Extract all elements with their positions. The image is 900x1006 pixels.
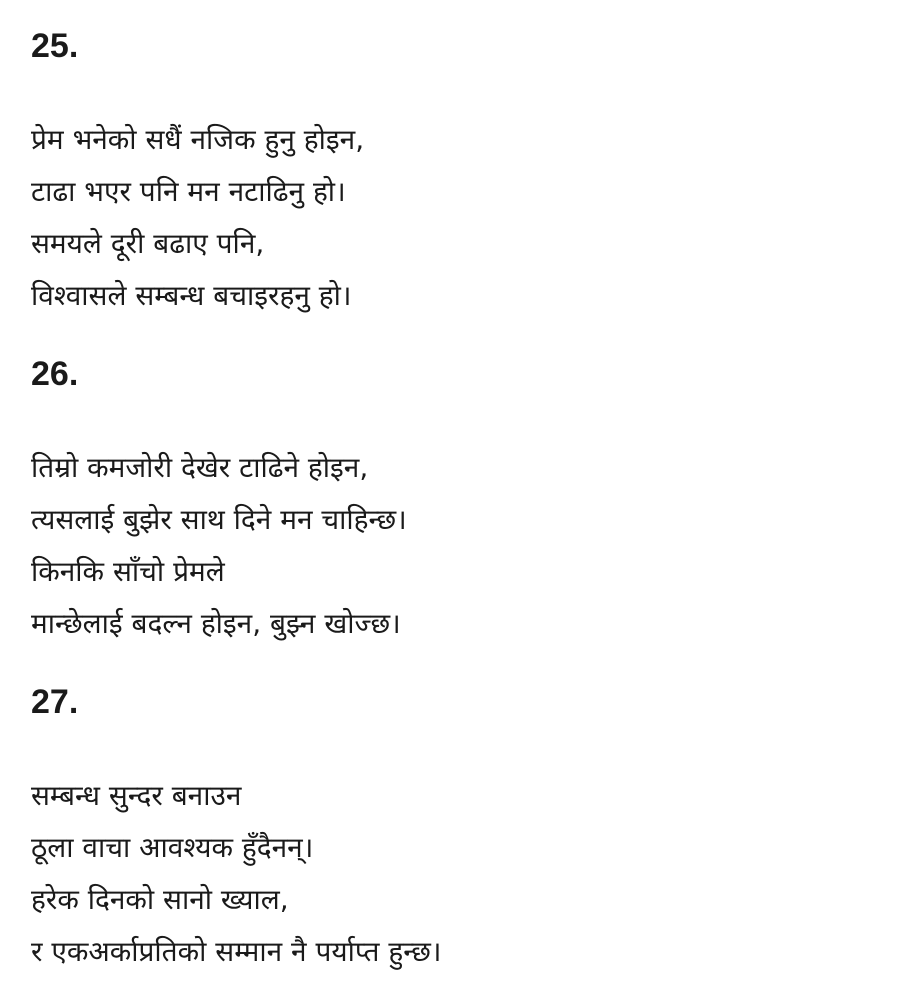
poem-line: सम्बन्ध सुन्दर बनाउन [31,779,242,812]
poem-line: विश्वासले सम्बन्ध बचाइरहनु हो। [31,279,352,312]
poem-27 [31,678,871,1006]
stanza [31,114,871,322]
poem-line: तिम्रो कमजोरी देखेर टाढिने होइन, [31,451,369,484]
poem-line: मान्छेलाई बदल्न होइन, बुझ्न खोज्छ। [31,607,401,640]
poem-number: 26. [31,355,79,393]
poem-number: 25. [31,27,79,65]
poem-line: किनकि साँचो प्रेमले [31,555,225,588]
poem-25 [31,22,871,350]
stanza [31,442,871,650]
poem-page [31,22,871,1006]
poem-26 [31,350,871,678]
stanza [31,770,871,978]
poem-line: त्यसलाई बुझेर साथ दिने मन चाहिन्छ। [31,503,407,536]
poem-line: हरेक दिनको सानो ख्याल, [31,883,289,916]
poem-number: 27. [31,683,79,721]
poem-line: समयले दूरी बढाए पनि, [31,227,265,260]
poem-line: ठूला वाचा आवश्यक हुँदैनन्। [31,831,314,864]
poem-line: प्रेम भनेको सधैं नजिक हुनु होइन, [31,123,365,156]
poem-line: र एकअर्काप्रतिको सम्मान नै पर्याप्त हुन्छ। [31,935,442,968]
poem-line: टाढा भएर पनि मन नटाढिनु हो। [31,175,346,208]
